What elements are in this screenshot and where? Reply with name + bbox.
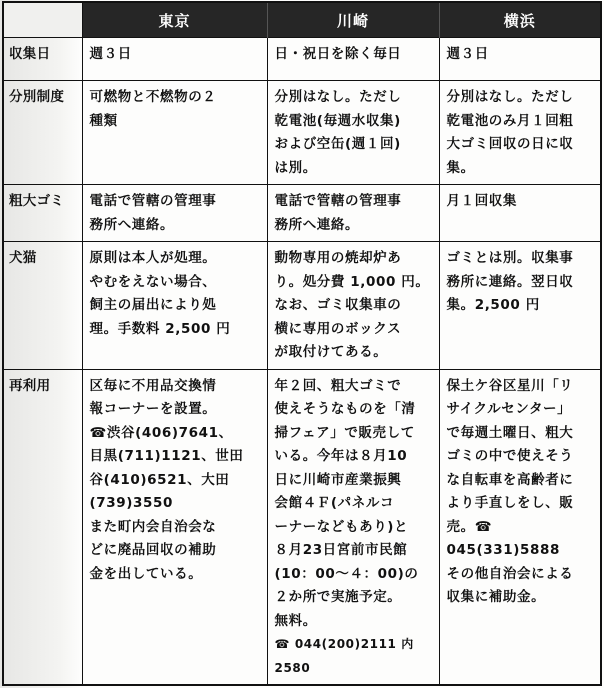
row-header-reuse: 再利用 bbox=[3, 369, 82, 685]
kawasaki-reuse-text: 年２回、粗大ゴミで 使えそうなものを「清 掃フェア」で販売して いる。今年は８月10 日に川崎市産業振興 会館４Ｆ(パネルコ ーナーなどもあり)と ８月23日宮前市民館 (10：00〜４：00)の ２か所で実施予定。 無料。 bbox=[274, 377, 419, 629]
row-header-collection-day: 収集日 bbox=[3, 38, 82, 81]
row-header-separation: 分別制度 bbox=[3, 81, 82, 185]
cell-kawasaki: 電話で管轄の管理事 務所へ連絡。 bbox=[267, 185, 439, 242]
cell-yokohama: ゴミとは別。収集事 務所に連絡。翌日収 集。2,500 円 bbox=[439, 242, 601, 370]
cell-tokyo: 可燃物と不燃物の２ 種類 bbox=[82, 81, 267, 185]
comparison-table bbox=[2, 1, 602, 686]
cell-kawasaki: 動物専用の焼却炉あ り。処分費 1,000 円。 なお、ゴミ収集車の 横に専用のボックス が取付けてある。 bbox=[267, 242, 439, 370]
cell-tokyo: 週３日 bbox=[82, 38, 267, 81]
column-header-kawasaki: 川崎 bbox=[267, 2, 439, 38]
column-header-yokohama: 横浜 bbox=[439, 2, 601, 38]
corner-cell bbox=[3, 2, 82, 38]
cell-yokohama: 月１回収集 bbox=[439, 185, 601, 242]
cell-tokyo: 電話で管轄の管理事 務所へ連絡。 bbox=[82, 185, 267, 242]
table-row bbox=[3, 242, 601, 370]
column-header-tokyo: 東京 bbox=[82, 2, 267, 38]
cell-yokohama: 保土ケ谷区星川「リ サイクルセンター」 で毎週土曜日、粗大 ゴミの中で使えそう な自転車を高齢者に より手直しをし、販 売。☎ 045(331)5888 その他自治会による 収集に補助金。 bbox=[439, 369, 601, 685]
table-row bbox=[3, 38, 601, 81]
cell-kawasaki: 分別はなし。ただし 乾電池(毎週水収集) および空缶(週１回) は別。 bbox=[267, 81, 439, 185]
table-row bbox=[3, 369, 601, 685]
cell-yokohama: 分別はなし。ただし 乾電池のみ月１回粗 大ゴミ回収の日に収 集。 bbox=[439, 81, 601, 185]
row-header-bulky-waste: 粗大ゴミ bbox=[3, 185, 82, 242]
row-header-dogs-cats: 犬猫 bbox=[3, 242, 82, 370]
cell-tokyo: 区毎に不用品交換情 報コーナーを設置。 ☎渋谷(406)7641、 目黒(711)1121、世田 谷(410)6521、大田 (739)3550 また町内会自治会な どに廃品回収の補助 金を出している。 bbox=[82, 369, 267, 685]
cell-tokyo: 原則は本人が処理。 やむをえない場合、 飼主の届出により処 理。手数料 2,500 円 bbox=[82, 242, 267, 370]
table-row bbox=[3, 81, 601, 185]
cell-kawasaki bbox=[267, 369, 439, 685]
cell-kawasaki: 日・祝日を除く毎日 bbox=[267, 38, 439, 81]
cell-yokohama: 週３日 bbox=[439, 38, 601, 81]
table-row bbox=[3, 185, 601, 242]
kawasaki-phone: ☎ 044(200)2111 内 2580 bbox=[274, 637, 414, 675]
header-row bbox=[3, 2, 601, 38]
